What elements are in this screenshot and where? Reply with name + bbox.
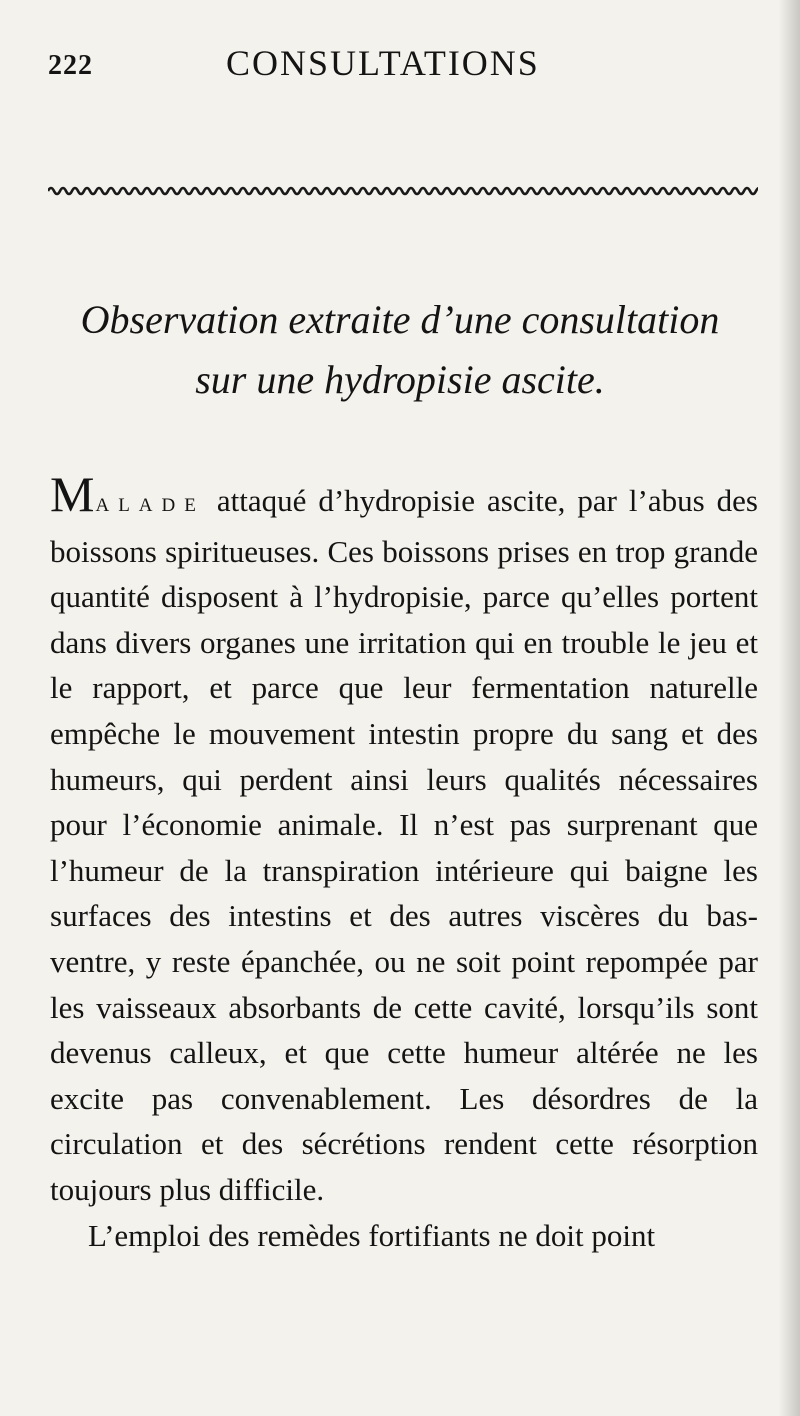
page-edge-shadow (778, 0, 800, 1416)
title-line-2: sur une hydropisie ascite. (195, 357, 605, 402)
paragraph-1-text: attaqué d’hydropisie ascite, par l’abus des boissons spiritueuses. Ces boissons prises en trop grande quantité disposent à l’hydropisie, parce qu’elles portent dans divers organes une irritation qui en trouble le jeu et le rapport, et parce que leur fermentation naturelle empêche le mouvement intestin propre du sang et des humeurs, qui perdent ainsi leurs qualités nécessaires pour l’économie animale. Il n’est pas surprenant que l’humeur de la transpiration intérieure qui baigne les surfaces des intestins et des autres viscères du bas-ventre, y reste épanchée, ou ne soit point repompée par les vaisseaux absorbants de cette cavité, lorsqu’ils sont devenus calleux, et que cette humeur altérée ne les excite pas convenablement. Les désordres de la circulation et des sécrétions rendent cette résorption toujours plus difficile. (50, 483, 758, 1207)
title-line-1: Observation extraite d’une consultation (80, 297, 720, 342)
paragraph-1 (50, 466, 758, 1213)
wavy-rule-ornament (48, 183, 758, 199)
running-head: CONSULTATIONS (226, 43, 540, 83)
page-header (48, 38, 758, 88)
small-caps-word: ALADE (95, 495, 205, 516)
section-title (40, 290, 760, 410)
body-text (50, 466, 758, 1258)
paragraph-2: L’emploi des remèdes fortifiants ne doit point (88, 1217, 656, 1253)
drop-cap: M (50, 466, 96, 522)
page-number: 222 (48, 50, 93, 81)
